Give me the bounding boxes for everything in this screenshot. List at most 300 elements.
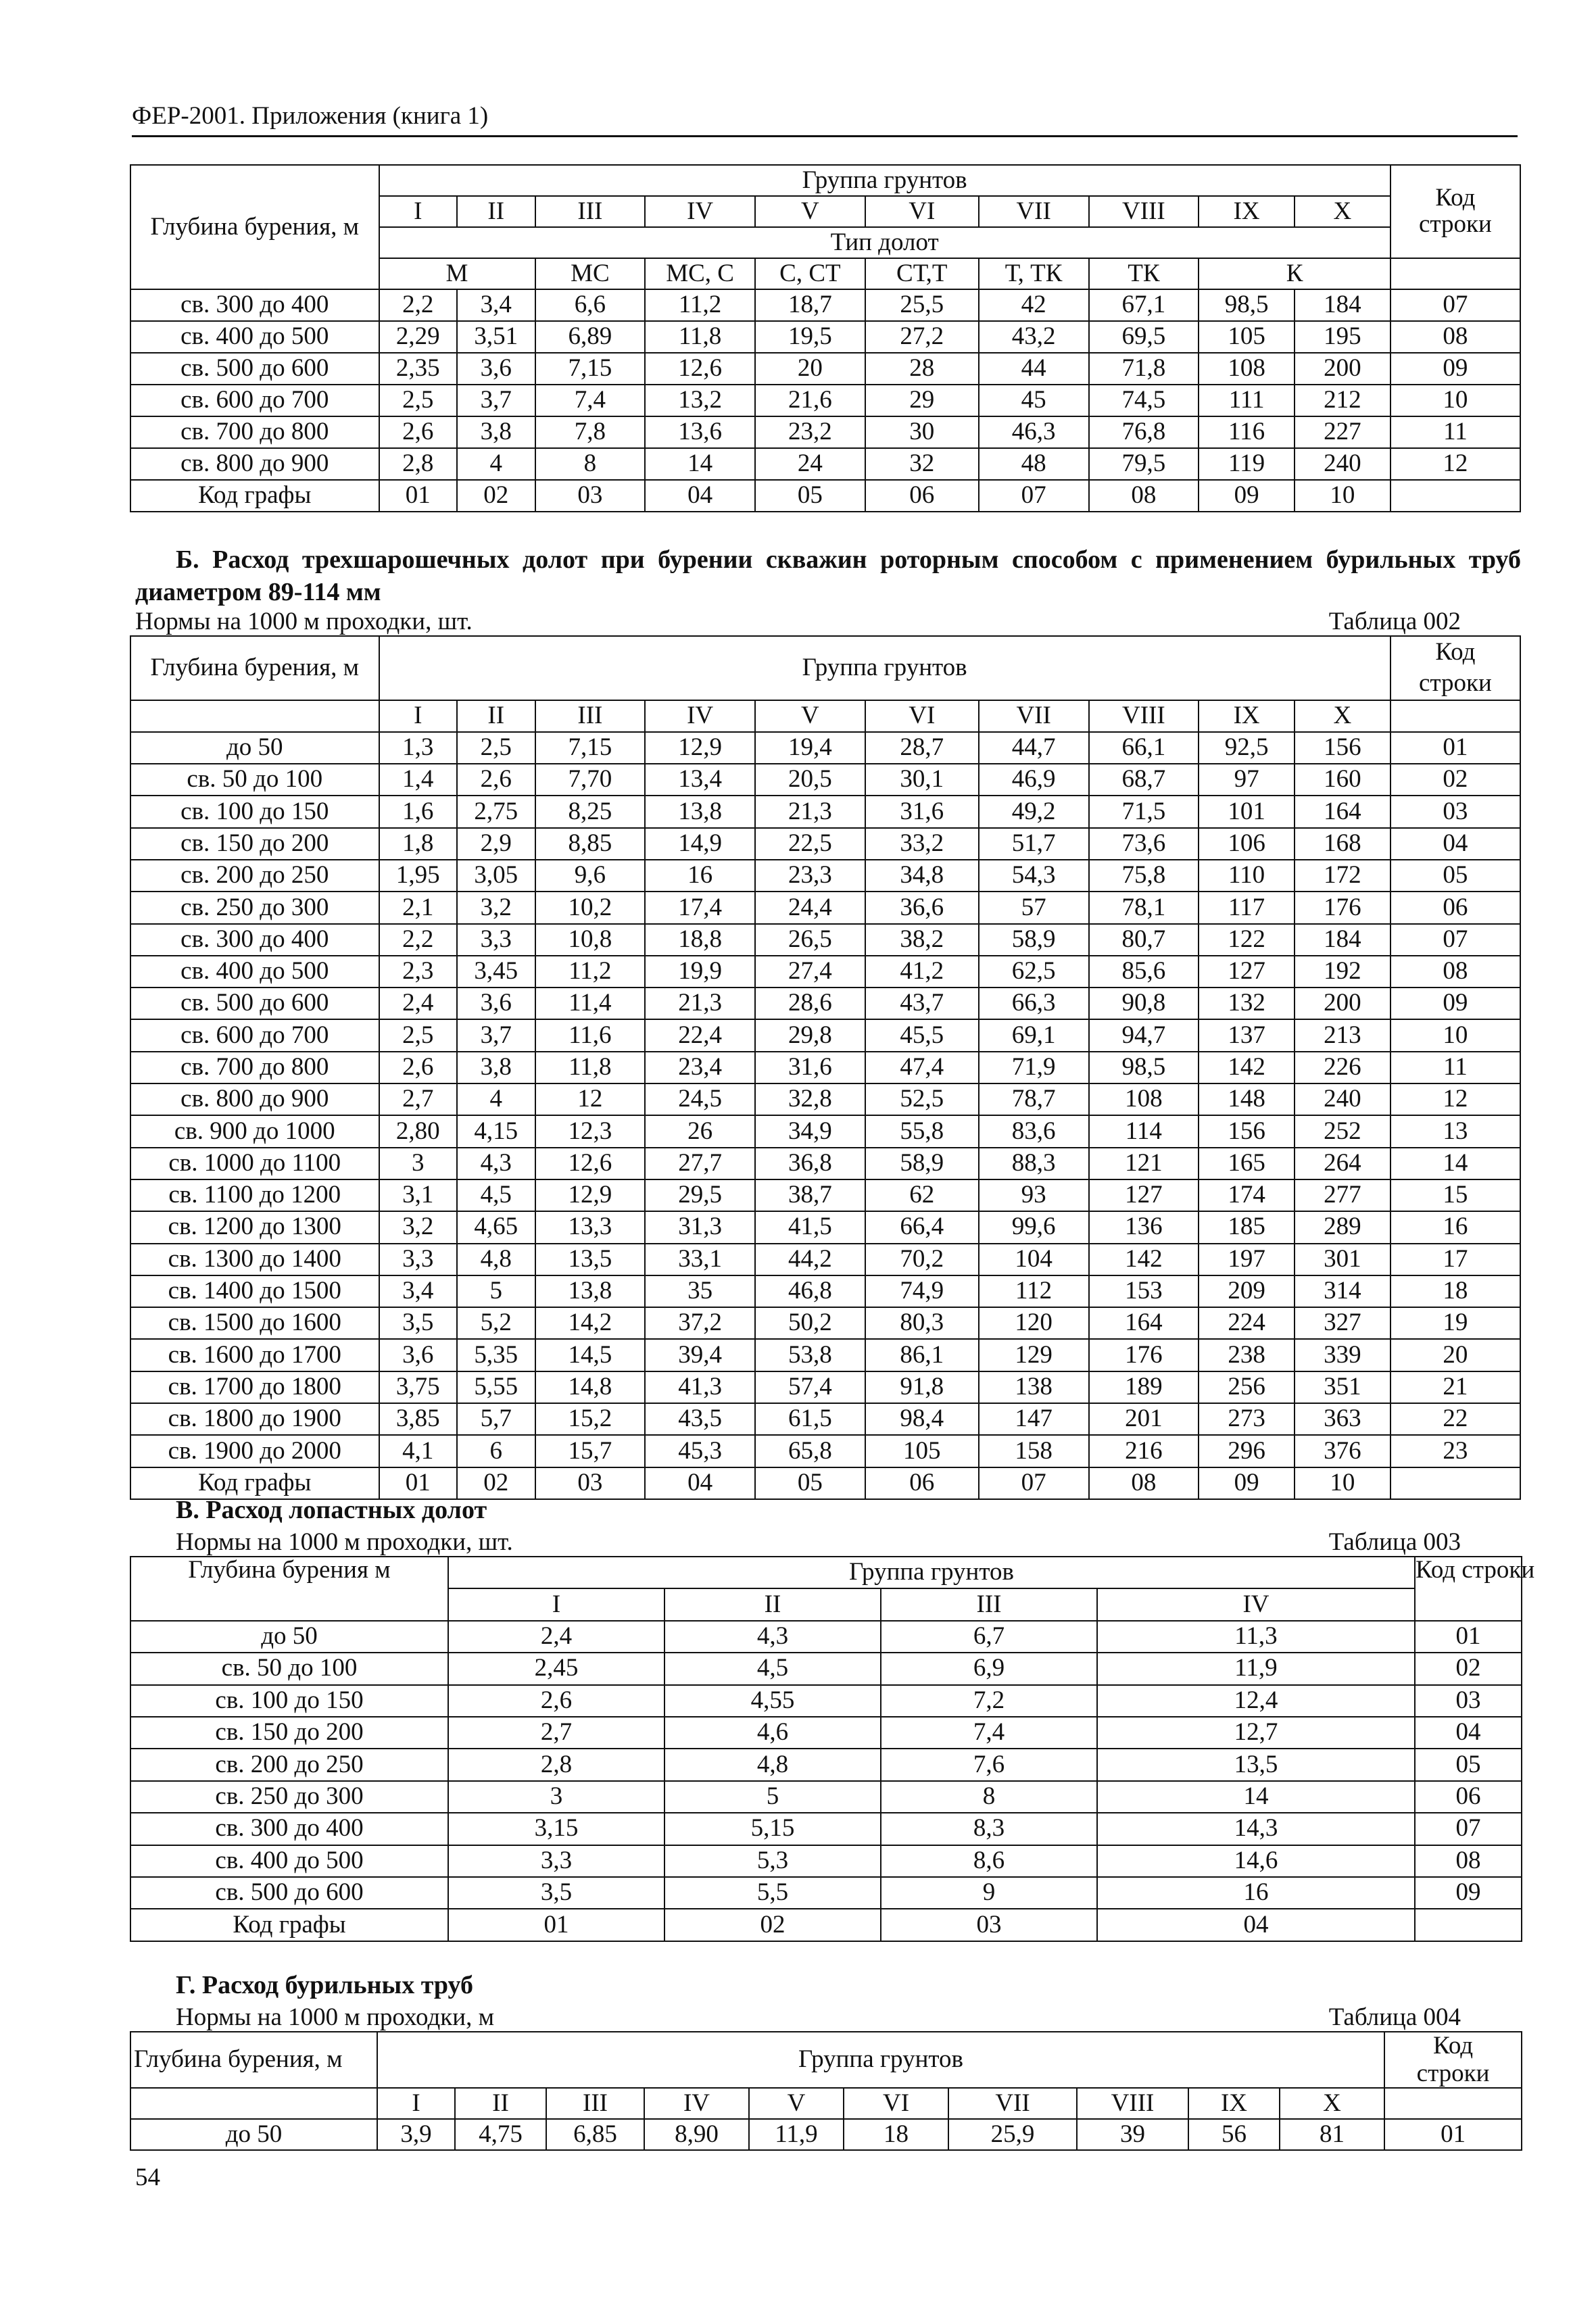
value-cell: 44,2	[755, 1244, 865, 1275]
value-cell: 3,85	[379, 1403, 458, 1435]
group-col-header: III	[535, 700, 646, 732]
value-cell: 12,6	[535, 1148, 646, 1179]
depth-cell: св. 500 до 600	[130, 988, 379, 1019]
value-cell: 289	[1295, 1211, 1391, 1243]
value-cell: 156	[1199, 1115, 1295, 1147]
value-cell: 216	[1089, 1435, 1199, 1467]
code-cell: 09	[1415, 1877, 1522, 1909]
depth-cell: до 50	[130, 1621, 448, 1653]
value-cell: 142	[1199, 1052, 1295, 1083]
value-cell: 78,1	[1089, 892, 1199, 923]
value-cell: 56	[1188, 2119, 1280, 2150]
code-cell: 05	[1415, 1749, 1522, 1780]
group-col-header: III	[546, 2088, 644, 2119]
value-cell: 1,95	[379, 860, 458, 892]
depth-cell: св. 100 до 150	[130, 1685, 448, 1717]
value-cell: 148	[1199, 1083, 1295, 1115]
value-cell: 22,5	[755, 828, 865, 860]
value-cell: 3,4	[379, 1275, 458, 1307]
value-cell: 44,7	[979, 732, 1089, 764]
code-cell: 11	[1391, 416, 1520, 448]
value-cell: 8	[881, 1781, 1097, 1813]
value-cell: 127	[1199, 956, 1295, 988]
depth-cell: св. 700 до 800	[130, 416, 379, 448]
depth-cell: св. 600 до 700	[130, 385, 379, 416]
depth-header: Глубина бурения, м	[130, 165, 379, 289]
column-code-cell: 04	[645, 1467, 755, 1499]
value-cell: 12,6	[645, 353, 755, 385]
group-col-header: II	[455, 2088, 546, 2119]
value-cell: 31,6	[865, 796, 979, 827]
value-cell: 5	[664, 1781, 881, 1813]
column-code-cell: 08	[1089, 1467, 1199, 1499]
table-row	[130, 1339, 1520, 1371]
table-1	[130, 164, 1521, 512]
value-cell: 122	[1199, 924, 1295, 956]
code-cell: 16	[1391, 1211, 1520, 1243]
value-cell: 301	[1295, 1244, 1391, 1275]
value-cell: 4,5	[457, 1179, 535, 1211]
value-cell: 6	[457, 1435, 535, 1467]
value-cell: 3,9	[377, 2119, 455, 2150]
depth-cell: св. 150 до 200	[130, 828, 379, 860]
table-row	[130, 1115, 1520, 1147]
column-code-cell: 01	[448, 1909, 664, 1941]
value-cell: 79,5	[1089, 448, 1199, 480]
depth-cell: св. 300 до 400	[130, 1813, 448, 1845]
value-cell: 142	[1089, 1244, 1199, 1275]
value-cell: 3,8	[457, 1052, 535, 1083]
depth-header-label: Глубина бурения, м	[150, 654, 360, 682]
value-cell: 184	[1295, 924, 1391, 956]
group-col-header: X	[1280, 2088, 1384, 2119]
column-code-cell: 04	[645, 480, 755, 512]
depth-header: Глубина бурения, м	[130, 2032, 377, 2088]
group-header: Группа грунтов	[377, 2032, 1384, 2088]
column-code-row	[130, 1909, 1522, 1941]
type-cell: К	[1199, 258, 1391, 289]
value-cell: 51,7	[979, 828, 1089, 860]
value-cell: 36,8	[755, 1148, 865, 1179]
column-code-cell: 02	[457, 1467, 535, 1499]
value-cell: 16	[645, 860, 755, 892]
value-cell: 165	[1199, 1148, 1295, 1179]
value-cell: 14	[645, 448, 755, 480]
depth-cell: св. 1300 до 1400	[130, 1244, 379, 1275]
value-cell: 8,85	[535, 828, 646, 860]
value-cell: 34,8	[865, 860, 979, 892]
table-row	[130, 732, 1520, 764]
table-row	[130, 892, 1520, 923]
value-cell: 11,2	[645, 289, 755, 321]
value-cell: 213	[1295, 1019, 1391, 1051]
table-4	[130, 2031, 1522, 2151]
value-cell: 25,5	[865, 289, 979, 321]
value-cell: 13,8	[535, 1275, 646, 1307]
value-cell: 296	[1199, 1435, 1295, 1467]
value-cell: 7,70	[535, 764, 646, 796]
code-cell: 23	[1391, 1435, 1520, 1467]
empty-cell	[1415, 1909, 1522, 1941]
depth-cell: св. 400 до 500	[130, 321, 379, 353]
value-cell: 12,9	[535, 1179, 646, 1211]
value-cell: 2,9	[457, 828, 535, 860]
value-cell: 1,6	[379, 796, 458, 827]
value-cell: 7,4	[881, 1717, 1097, 1749]
depth-cell: св. 50 до 100	[130, 1653, 448, 1684]
value-cell: 47,4	[865, 1052, 979, 1083]
code-cell: 12	[1391, 1083, 1520, 1115]
value-cell: 29	[865, 385, 979, 416]
value-cell: 4,75	[455, 2119, 546, 2150]
value-cell: 57	[979, 892, 1089, 923]
value-cell: 26	[645, 1115, 755, 1147]
value-cell: 5,3	[664, 1845, 881, 1877]
table-row	[130, 385, 1520, 416]
table-row	[130, 1749, 1522, 1780]
value-cell: 3	[448, 1781, 664, 1813]
section-v-table-number: Таблица 003	[1328, 1528, 1461, 1556]
value-cell: 2,3	[379, 956, 458, 988]
value-cell: 41,3	[645, 1371, 755, 1403]
depth-cell: св. 400 до 500	[130, 1845, 448, 1877]
value-cell: 121	[1089, 1148, 1199, 1179]
depth-header	[130, 636, 379, 700]
value-cell: 4	[457, 448, 535, 480]
value-cell: 12,9	[645, 732, 755, 764]
group-col-header: IX	[1199, 196, 1295, 227]
value-cell: 13,4	[645, 764, 755, 796]
value-cell: 168	[1295, 828, 1391, 860]
table-row	[130, 1371, 1520, 1403]
column-code-row	[130, 1467, 1520, 1499]
group-header: Группа грунтов	[448, 1557, 1415, 1588]
section-g-title: Г. Расход бурильных труб	[176, 1971, 473, 1999]
table-3	[130, 1556, 1535, 1942]
value-cell: 3,5	[448, 1877, 664, 1909]
value-cell: 136	[1089, 1211, 1199, 1243]
column-code-cell: 03	[535, 1467, 646, 1499]
value-cell: 2,1	[379, 892, 458, 923]
value-cell: 252	[1295, 1115, 1391, 1147]
column-code-cell: 03	[535, 480, 646, 512]
group-col-header: VIII	[1089, 196, 1199, 227]
value-cell: 7,2	[881, 1685, 1097, 1717]
value-cell: 11,2	[535, 956, 646, 988]
code-cell: 03	[1415, 1685, 1522, 1717]
depth-cell: св. 500 до 600	[130, 1877, 448, 1909]
value-cell: 8,3	[881, 1813, 1097, 1845]
value-cell: 200	[1295, 353, 1391, 385]
value-cell: 69,1	[979, 1019, 1089, 1051]
table-row	[130, 1307, 1520, 1339]
code-header: Код строки	[1415, 1557, 1522, 1621]
value-cell: 24	[755, 448, 865, 480]
value-cell: 112	[979, 1275, 1089, 1307]
value-cell: 6,85	[546, 2119, 644, 2150]
value-cell: 94,7	[1089, 1019, 1199, 1051]
value-cell: 58,9	[865, 1148, 979, 1179]
type-cell: Т, ТК	[979, 258, 1089, 289]
document-title: ФЕР-2001. Приложения (книга 1)	[132, 102, 489, 130]
group-col-header: V	[749, 2088, 844, 2119]
value-cell: 184	[1295, 289, 1391, 321]
value-cell: 111	[1199, 385, 1295, 416]
value-cell: 74,5	[1089, 385, 1199, 416]
group-col-header: IX	[1188, 2088, 1280, 2119]
value-cell: 160	[1295, 764, 1391, 796]
depth-cell: св. 400 до 500	[130, 956, 379, 988]
table-row	[130, 1813, 1522, 1845]
table-row	[130, 924, 1520, 956]
value-cell: 174	[1199, 1179, 1295, 1211]
value-cell: 67,1	[1089, 289, 1199, 321]
value-cell: 18	[844, 2119, 948, 2150]
value-cell: 240	[1295, 448, 1391, 480]
code-cell: 09	[1391, 353, 1520, 385]
depth-cell: св. 1200 до 1300	[130, 1211, 379, 1243]
table-row	[130, 828, 1520, 860]
value-cell: 39	[1077, 2119, 1188, 2150]
table-row	[130, 1685, 1522, 1717]
code-cell: 04	[1415, 1717, 1522, 1749]
value-cell: 119	[1199, 448, 1295, 480]
depth-cell: св. 800 до 900	[130, 1083, 379, 1115]
table-row	[130, 1244, 1520, 1275]
table-row	[130, 1019, 1520, 1051]
value-cell: 20	[755, 353, 865, 385]
value-cell: 10,8	[535, 924, 646, 956]
table-row	[130, 1179, 1520, 1211]
table-row	[130, 1435, 1520, 1467]
code-cell: 10	[1391, 385, 1520, 416]
column-code-cell: 10	[1295, 1467, 1391, 1499]
column-code-cell: 05	[755, 480, 865, 512]
value-cell: 19,9	[645, 956, 755, 988]
column-code-cell: 01	[379, 480, 458, 512]
value-cell: 108	[1199, 353, 1295, 385]
value-cell: 14,5	[535, 1339, 646, 1371]
value-cell: 78,7	[979, 1083, 1089, 1115]
value-cell: 28,7	[865, 732, 979, 764]
value-cell: 74,9	[865, 1275, 979, 1307]
depth-cell: св. 300 до 400	[130, 289, 379, 321]
depth-cell: до 50	[130, 732, 379, 764]
group-col-header: VIII	[1077, 2088, 1188, 2119]
value-cell: 4,1	[379, 1435, 458, 1467]
group-col-header: VIII	[1089, 700, 1199, 732]
value-cell: 2,6	[457, 764, 535, 796]
code-cell: 07	[1391, 924, 1520, 956]
value-cell: 13,8	[645, 796, 755, 827]
group-col-header: X	[1295, 196, 1391, 227]
section-b-table-number: Таблица 002	[1328, 608, 1461, 635]
value-cell: 11,8	[535, 1052, 646, 1083]
value-cell: 66,1	[1089, 732, 1199, 764]
page-number: 54	[135, 2164, 160, 2191]
group-col-header: VI	[844, 2088, 948, 2119]
value-cell: 71,9	[979, 1052, 1089, 1083]
code-cell: 02	[1415, 1653, 1522, 1684]
value-cell: 12,7	[1097, 1717, 1415, 1749]
value-cell: 93	[979, 1179, 1089, 1211]
value-cell: 363	[1295, 1403, 1391, 1435]
value-cell: 30	[865, 416, 979, 448]
value-cell: 11,9	[1097, 1653, 1415, 1684]
value-cell: 7,15	[535, 353, 646, 385]
value-cell: 273	[1199, 1403, 1295, 1435]
depth-header-cont	[130, 2088, 377, 2119]
value-cell: 1,8	[379, 828, 458, 860]
value-cell: 224	[1199, 1307, 1295, 1339]
value-cell: 70,2	[865, 1244, 979, 1275]
value-cell: 52,5	[865, 1083, 979, 1115]
value-cell: 13,6	[645, 416, 755, 448]
value-cell: 3,75	[379, 1371, 458, 1403]
value-cell: 17,4	[645, 892, 755, 923]
depth-cell: св. 300 до 400	[130, 924, 379, 956]
group-col-header: IV	[644, 2088, 749, 2119]
depth-cell: св. 1600 до 1700	[130, 1339, 379, 1371]
group-col-header: II	[664, 1588, 881, 1620]
value-cell: 45,3	[645, 1435, 755, 1467]
depth-cell: св. 200 до 250	[130, 860, 379, 892]
value-cell: 14	[1097, 1781, 1415, 1813]
value-cell: 120	[979, 1307, 1089, 1339]
value-cell: 158	[979, 1435, 1089, 1467]
value-cell: 11,4	[535, 988, 646, 1019]
value-cell: 3	[379, 1148, 458, 1179]
value-cell: 20,5	[755, 764, 865, 796]
value-cell: 3,4	[457, 289, 535, 321]
value-cell: 86,1	[865, 1339, 979, 1371]
value-cell: 24,5	[645, 1083, 755, 1115]
value-cell: 91,8	[865, 1371, 979, 1403]
value-cell: 5,35	[457, 1339, 535, 1371]
table-row	[130, 416, 1520, 448]
value-cell: 153	[1089, 1275, 1199, 1307]
value-cell: 4,55	[664, 1685, 881, 1717]
value-cell: 108	[1089, 1083, 1199, 1115]
value-cell: 7,8	[535, 416, 646, 448]
value-cell: 80,3	[865, 1307, 979, 1339]
value-cell: 7,4	[535, 385, 646, 416]
code-cell: 09	[1391, 988, 1520, 1019]
value-cell: 2,5	[457, 732, 535, 764]
type-cell: М	[379, 258, 535, 289]
value-cell: 27,7	[645, 1148, 755, 1179]
value-cell: 10,2	[535, 892, 646, 923]
table-row	[130, 1148, 1520, 1179]
depth-cell: св. 1500 до 1600	[130, 1307, 379, 1339]
group-col-header: IV	[645, 196, 755, 227]
value-cell: 3,7	[457, 1019, 535, 1051]
value-cell: 88,3	[979, 1148, 1089, 1179]
depth-cell: св. 800 до 900	[130, 448, 379, 480]
value-cell: 32	[865, 448, 979, 480]
value-cell: 3,8	[457, 416, 535, 448]
depth-cell: св. 250 до 300	[130, 1781, 448, 1813]
code-cell: 15	[1391, 1179, 1520, 1211]
value-cell: 33,1	[645, 1244, 755, 1275]
column-code-cell: 07	[979, 480, 1089, 512]
column-code-cell: 01	[379, 1467, 458, 1499]
empty-cell	[1391, 258, 1520, 289]
value-cell: 104	[979, 1244, 1089, 1275]
code-cell: 20	[1391, 1339, 1520, 1371]
value-cell: 11,6	[535, 1019, 646, 1051]
depth-cell: св. 1400 до 1500	[130, 1275, 379, 1307]
value-cell: 76,8	[1089, 416, 1199, 448]
value-cell: 156	[1295, 732, 1391, 764]
group-row	[130, 700, 1520, 732]
depth-cell: св. 1800 до 1900	[130, 1403, 379, 1435]
table-row	[130, 353, 1520, 385]
code-cell: 03	[1391, 796, 1520, 827]
value-cell: 4	[457, 1083, 535, 1115]
value-cell: 22,4	[645, 1019, 755, 1051]
value-cell: 80,7	[1089, 924, 1199, 956]
value-cell: 50,2	[755, 1307, 865, 1339]
value-cell: 28,6	[755, 988, 865, 1019]
value-cell: 5,15	[664, 1813, 881, 1845]
value-cell: 75,8	[1089, 860, 1199, 892]
code-cell: 10	[1391, 1019, 1520, 1051]
value-cell: 39,4	[645, 1339, 755, 1371]
code-header-cont	[1391, 700, 1520, 732]
group-col-header: III	[535, 196, 646, 227]
value-cell: 48	[979, 448, 1089, 480]
value-cell: 46,8	[755, 1275, 865, 1307]
table-row	[130, 2119, 1522, 2150]
value-cell: 4,5	[664, 1653, 881, 1684]
value-cell: 147	[979, 1403, 1089, 1435]
depth-cell: св. 500 до 600	[130, 353, 379, 385]
value-cell: 2,29	[379, 321, 458, 353]
value-cell: 195	[1295, 321, 1391, 353]
section-g-norm: Нормы на 1000 м проходки, м	[176, 2003, 494, 2031]
depth-header: Глубина бурения м	[130, 1557, 448, 1621]
value-cell: 29,8	[755, 1019, 865, 1051]
code-header: Код строки	[1391, 636, 1520, 700]
code-cell: 14	[1391, 1148, 1520, 1179]
group-col-header: II	[457, 196, 535, 227]
value-cell: 14,9	[645, 828, 755, 860]
depth-cell: св. 1000 до 1100	[130, 1148, 379, 1179]
value-cell: 23,3	[755, 860, 865, 892]
value-cell: 3,5	[379, 1307, 458, 1339]
empty-cell	[1391, 480, 1520, 512]
value-cell: 117	[1199, 892, 1295, 923]
value-cell: 2,45	[448, 1653, 664, 1684]
value-cell: 66,3	[979, 988, 1089, 1019]
code-cell: 22	[1391, 1403, 1520, 1435]
value-cell: 110	[1199, 860, 1295, 892]
value-cell: 376	[1295, 1435, 1391, 1467]
value-cell: 23,2	[755, 416, 865, 448]
value-cell: 2,6	[379, 1052, 458, 1083]
value-cell: 212	[1295, 385, 1391, 416]
value-cell: 4,8	[664, 1749, 881, 1780]
value-cell: 14,2	[535, 1307, 646, 1339]
group-col-header: I	[379, 196, 458, 227]
value-cell: 101	[1199, 796, 1295, 827]
type-cell: С, СТ	[755, 258, 865, 289]
table-row	[130, 1653, 1522, 1684]
column-code-cell: 02	[664, 1909, 881, 1941]
depth-cell: св. 900 до 1000	[130, 1115, 379, 1147]
value-cell: 2,7	[379, 1083, 458, 1115]
